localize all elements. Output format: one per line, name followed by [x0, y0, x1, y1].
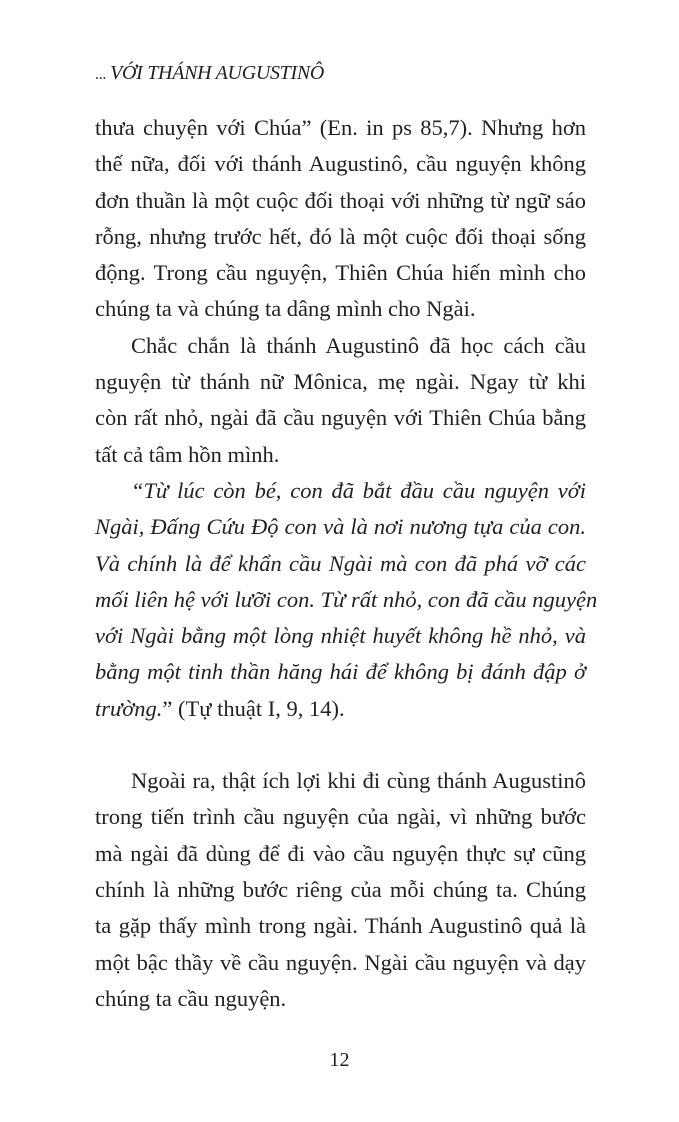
text-line: còn rất nhỏ, ngài đã cầu nguyện với Thiên Chúa bằng	[95, 405, 586, 431]
running-header-ellipsis: ...	[95, 66, 107, 83]
running-header-title: VỚI THÁNH AUGUSTINÔ	[110, 62, 325, 84]
quote-line: “Từ lúc còn bé, con đã bắt đầu cầu nguyện với	[131, 477, 586, 503]
text-line: mà ngài đã dùng để đi vào cầu nguyện thực sự cũng	[95, 840, 586, 866]
text-line: tất cả tâm hồn mình.	[95, 441, 280, 467]
quote-line: Và chính là để khẩn cầu Ngài mà con đã phá vỡ các	[95, 550, 586, 576]
text-line: chúng ta và chúng ta dâng mình cho Ngài.	[95, 296, 476, 322]
text-line: đơn thuần là một cuộc đối thoại với những từ ngữ sáo	[95, 187, 586, 213]
paragraph-gap	[95, 727, 586, 763]
quote-line: mối liên hệ với lưỡi con. Từ rất nhỏ, con đã cầu nguyện	[95, 586, 598, 612]
text-line: chính là những bước riêng của mỗi chúng ta. Chúng	[95, 876, 586, 902]
text-line: một bậc thầy về cầu nguyện. Ngài cầu nguyện và dạy	[95, 949, 586, 975]
paragraph-1	[95, 110, 586, 328]
text-line: thế nữa, đối với thánh Augustinô, cầu nguyện không	[95, 151, 586, 177]
quote-line: bằng một tinh thần hăng hái để không bị đánh đập ở	[95, 659, 586, 685]
body-text	[95, 110, 598, 1017]
quote-citation: ” (Tự thuật I, 9, 14).	[162, 695, 345, 721]
text-line: rỗng, nhưng trước hết, đó là một cuộc đối thoại sống	[95, 223, 586, 249]
text-line: động. Trong cầu nguyện, Thiên Chúa hiến mình cho	[95, 260, 586, 286]
text-line: thưa chuyện với Chúa” (En. in ps 85,7). Nhưng hơn	[95, 115, 586, 140]
quotation-paragraph	[95, 473, 598, 727]
text-line: trong tiến trình cầu nguyện của ngài, vì những bước	[95, 804, 586, 830]
text-line: ta gặp thấy mình trong ngài. Thánh Augustinô quả là	[95, 913, 586, 939]
quote-line: Ngài, Đấng Cứu Độ con và là nơi nương tựa của con.	[95, 514, 586, 540]
text-line: chúng ta cầu nguyện.	[95, 985, 287, 1011]
quote-line: với Ngài bằng một lòng nhiệt huyết không hề nhỏ, và	[95, 623, 586, 649]
running-header	[95, 62, 324, 85]
text-line: Chắc chắn là thánh Augustinô đã học cách cầu	[131, 332, 586, 358]
page-number: 12	[329, 1049, 350, 1071]
quote-end-text: trường.	[95, 695, 163, 721]
paragraph-4	[95, 763, 586, 1017]
text-line: Ngoài ra, thật ích lợi khi đi cùng thánh Augustinô	[131, 768, 586, 794]
quote-last-line	[95, 691, 586, 727]
paragraph-2	[95, 328, 586, 473]
text-line: nguyện từ thánh nữ Mônica, mẹ ngài. Ngay từ khi	[95, 369, 586, 395]
